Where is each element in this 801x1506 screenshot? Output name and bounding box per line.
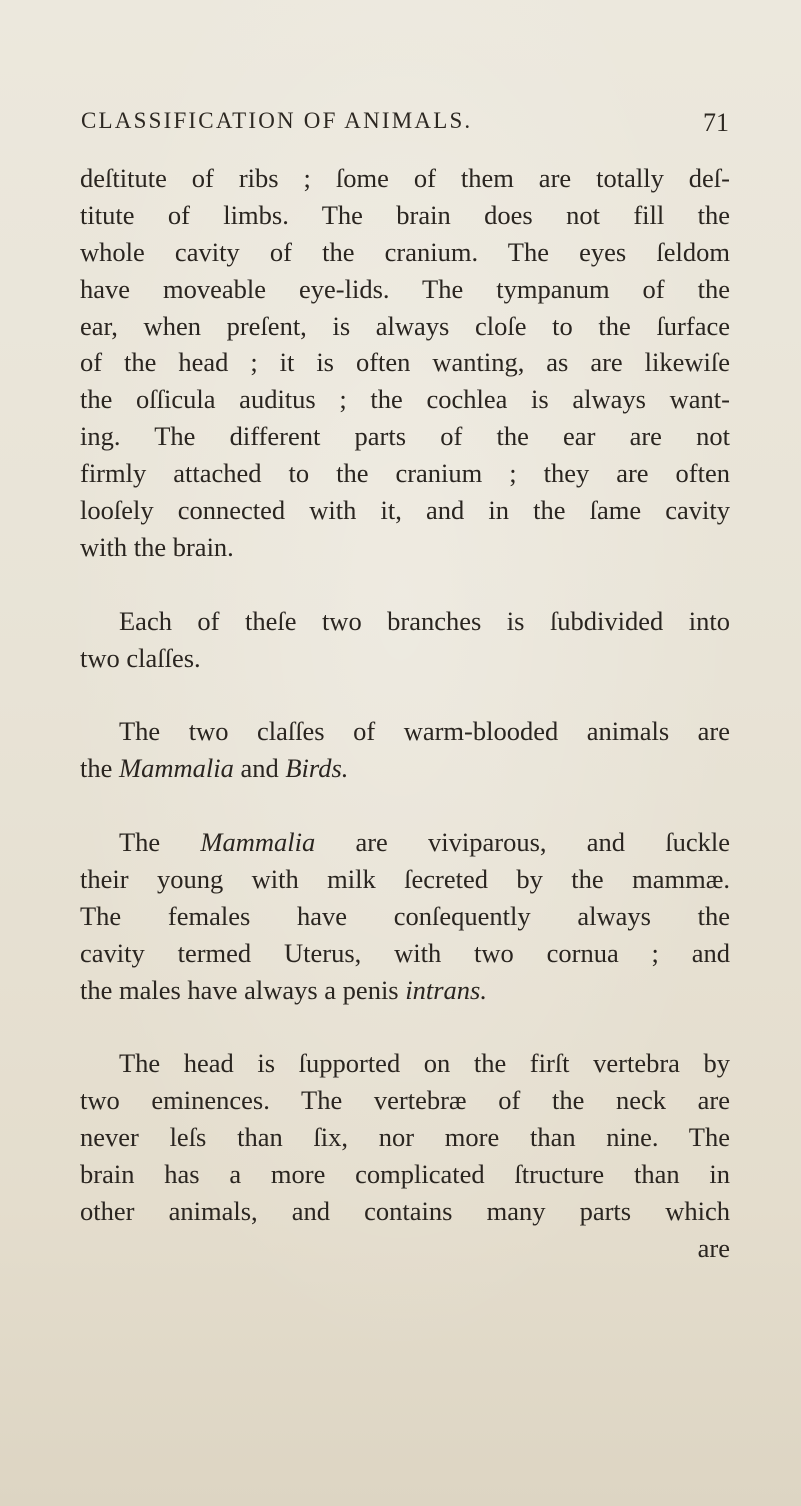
text-line: have moveable eye-lids. The tympanum of the (80, 273, 730, 304)
text-line: The females have conſequently always the (80, 900, 730, 931)
text-line: deſtitute of ribs ; ſome of them are totally deſ- (80, 163, 730, 193)
text-line: two eminences. The vertebræ of the neck are (80, 1085, 730, 1116)
text-line: The two claſſes of warm-blooded animals are (119, 716, 730, 747)
text-line: cavity termed Uterus, with two cornua ; and (80, 937, 730, 968)
text-line: ing. The different parts of the ear are not (80, 421, 730, 452)
italic-term: intrans. (405, 974, 487, 1005)
text-line: Each of theſe two branches is ſubdivided into (119, 605, 730, 636)
text-line: The Mammalia are viviparous, and ſuckle (119, 827, 730, 858)
text-line: the Mammalia and Birds. (80, 753, 349, 784)
text-line: two claſſes. (80, 642, 201, 673)
page-number: 71 (703, 108, 729, 137)
running-head-title: CLASSIFICATION OF ANIMALS. (81, 108, 473, 133)
text-line: of the head ; it is often wanting, as are likewiſe (80, 347, 730, 378)
text-line: other animals, and contains many parts which (80, 1195, 730, 1226)
text-line: titute of limbs. The brain does not fill the (80, 199, 730, 230)
italic-term: Birds. (285, 753, 349, 784)
italic-term: Mammalia (200, 827, 316, 858)
text-line: the males have always a penis intrans. (80, 974, 487, 1005)
text-line: brain has a more complicated ſtructure than in (80, 1159, 730, 1190)
italic-term: Mammalia (119, 753, 234, 784)
text-line: firmly attached to the cranium ; they are often (80, 458, 730, 489)
body-text (80, 160, 730, 1267)
text-line: The head is ſupported on the firſt vertebra by (119, 1048, 730, 1079)
text-line: never leſs than ſix, nor more than nine. The (80, 1122, 730, 1153)
text-line: looſely connected with it, and in the ſame cavity (80, 495, 730, 526)
text-line: ear, when preſent, is always cloſe to the ſurface (80, 310, 730, 341)
text-line: whole cavity of the cranium. The eyes ſeldom (80, 236, 730, 267)
catchword: are (697, 1232, 730, 1263)
text-line: their young with milk ſecreted by the mammæ. (80, 863, 730, 894)
text-line: the oſſicula auditus ; the cochlea is always want- (80, 384, 730, 415)
text-line: with the brain. (80, 531, 234, 562)
running-head (81, 108, 729, 144)
